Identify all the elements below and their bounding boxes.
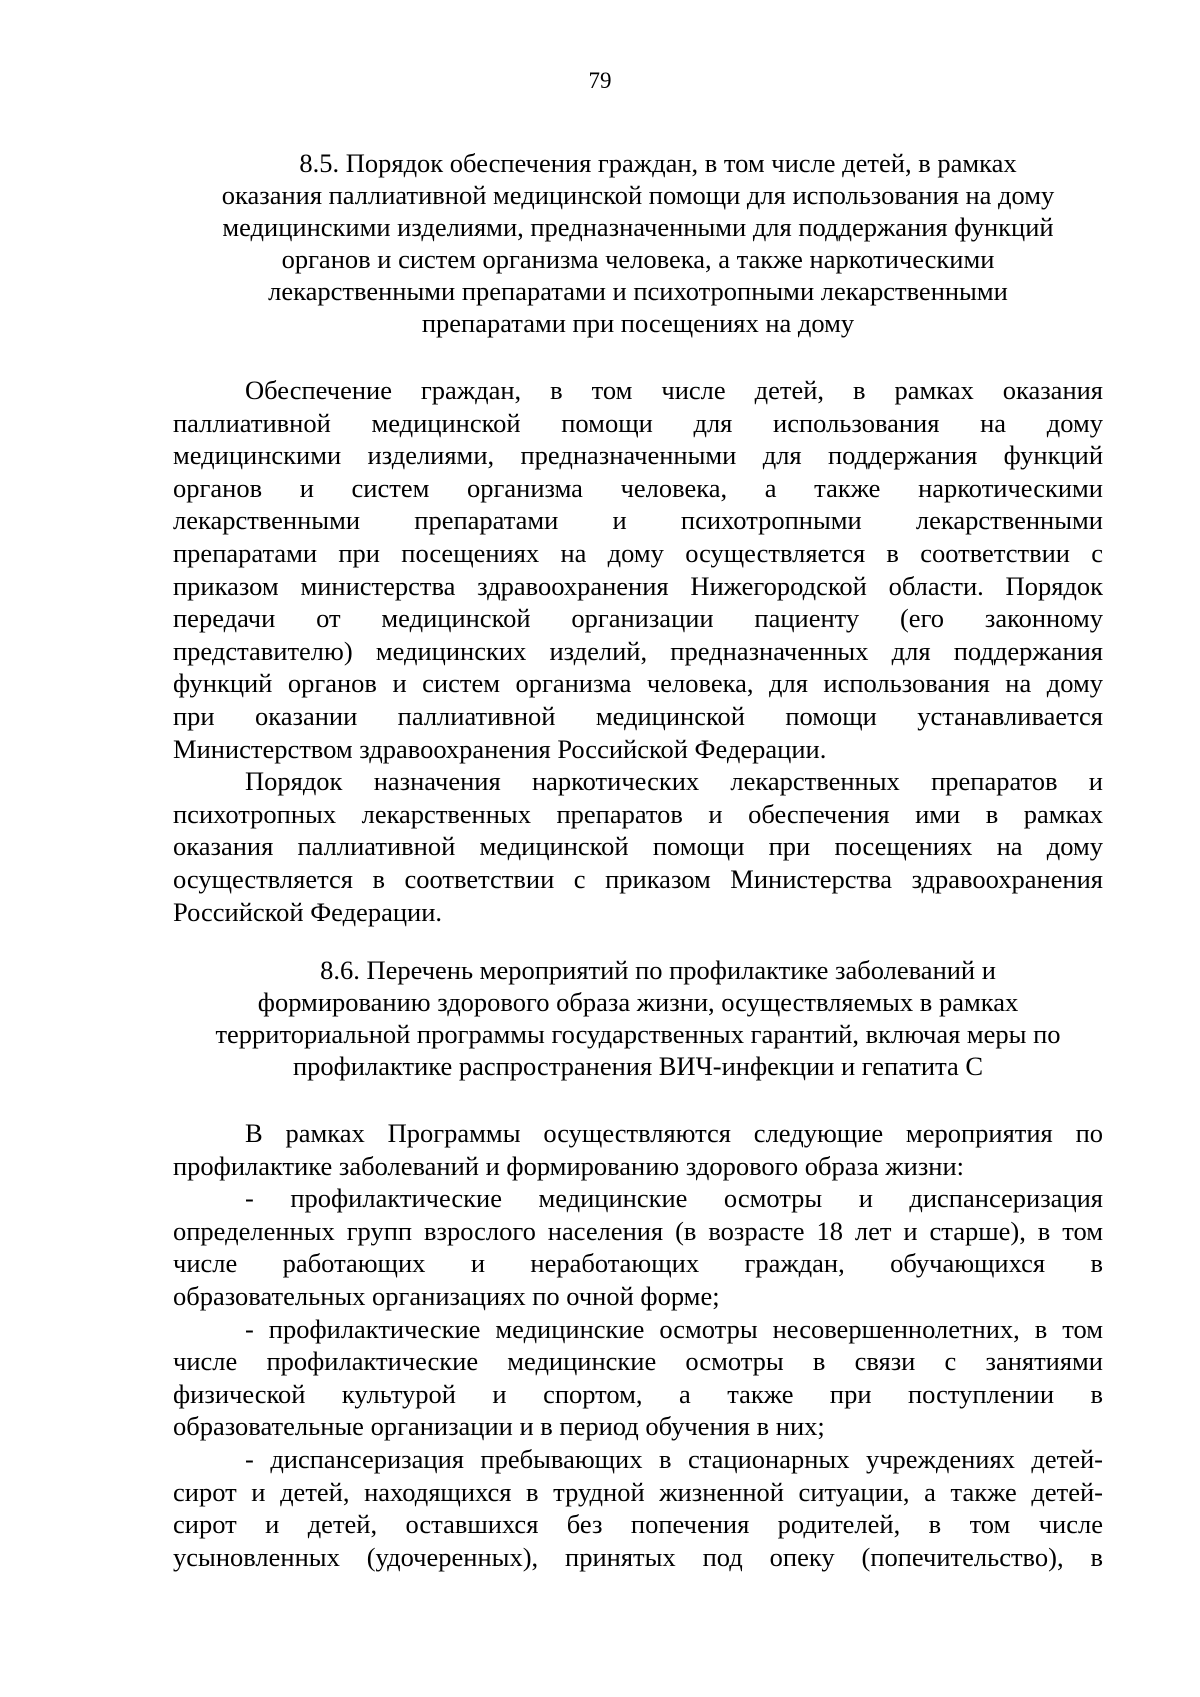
text-line: числе профилактические медицинские осмотры в связи с занятиями xyxy=(173,1346,1103,1377)
heading-line: лекарственными препаратами и психотропными лекарственными xyxy=(268,276,1008,306)
paragraph-intro xyxy=(173,1117,1103,1182)
section-8-5-body xyxy=(173,374,1103,928)
heading-line: оказания паллиативной медицинской помощи для использования на дому xyxy=(221,180,1055,210)
text-line: В рамках Программы осуществляются следующие мероприятия по xyxy=(245,1118,1103,1148)
list-item xyxy=(173,1182,1103,1312)
text-line: передачи от медицинской организации пациенту (его законному xyxy=(173,603,1103,634)
text-line: образовательные организации и в период обучения в них; xyxy=(173,1411,825,1442)
text-line: паллиативной медицинской помощи для использования на дому xyxy=(173,407,1103,438)
text-line: при оказании паллиативной медицинской помощи устанавливается xyxy=(173,700,1103,731)
heading-line: территориальной программы государственных гарантий, включая меры по xyxy=(215,1019,1061,1049)
heading-line: 8.5. Порядок обеспечения граждан, в том числе детей, в рамках xyxy=(299,148,1017,178)
text-line: приказом министерства здравоохранения Нижегородской области. Порядок xyxy=(173,570,1103,601)
text-line: усыновленных (удочеренных), принятых под опеку (попечительство), в xyxy=(173,1541,1103,1572)
text-line: Обеспечение граждан, в том числе детей, в рамках оказания xyxy=(245,375,1103,405)
text-line: оказания паллиативной медицинской помощи при посещениях на дому xyxy=(173,831,1103,862)
text-line: осуществляется в соответствии с приказом Министерства здравоохранения xyxy=(173,863,1103,894)
heading-line: профилактике распространения ВИЧ-инфекции и гепатита С xyxy=(292,1051,984,1081)
heading-line: медицинскими изделиями, предназначенными для поддержания функций xyxy=(222,212,1054,242)
text-line: лекарственными препаратами и психотропными лекарственными xyxy=(173,505,1103,536)
text-line: Министерством здравоохранения Российской Федерации. xyxy=(173,733,827,764)
text-line: психотропных лекарственных препаратов и обеспечения ими в рамках xyxy=(173,798,1103,829)
text-line: образовательных организациях по очной форме; xyxy=(173,1280,720,1311)
heading-line: 8.6. Перечень мероприятий по профилактике заболеваний и xyxy=(320,955,996,985)
text-line: - диспансеризация пребывающих в стационарных учреждениях детей- xyxy=(245,1443,1103,1474)
text-line: сирот и детей, оставшихся без попечения родителей, в том числе xyxy=(173,1509,1103,1540)
text-line: препаратами при посещениях на дому осуществляется в соответствии с xyxy=(173,537,1103,568)
section-8-6-body xyxy=(173,1117,1103,1573)
text-line: - профилактические медицинские осмотры и диспансеризация xyxy=(245,1183,1103,1214)
text-line: сирот и детей, находящихся в трудной жизненной ситуации, а также детей- xyxy=(173,1476,1103,1507)
list-item xyxy=(173,1443,1103,1573)
text-line: органов и систем организма человека, а также наркотическими xyxy=(173,472,1103,503)
heading-line: органов и систем организма человека, а также наркотическими xyxy=(281,244,995,274)
text-line: определенных групп взрослого населения (в возрасте 18 лет и старше), в том xyxy=(173,1215,1103,1246)
text-line: Порядок назначения наркотических лекарственных препаратов и xyxy=(245,766,1103,797)
page-number: 79 xyxy=(588,68,612,93)
text-line: физической культурой и спортом, а также при поступлении в xyxy=(173,1378,1103,1409)
section-8-6-heading xyxy=(173,954,1103,1082)
heading-line: препаратами при посещениях на дому xyxy=(421,308,855,338)
text-line: профилактике заболеваний и формированию здорового образа жизни: xyxy=(173,1150,965,1181)
text-line: медицинскими изделиями, предназначенными для поддержания функций xyxy=(173,440,1103,471)
section-8-5-heading xyxy=(173,147,1103,339)
list-item xyxy=(173,1313,1103,1443)
paragraph-provision xyxy=(173,374,1103,765)
text-line: числе работающих и неработающих граждан, обучающихся в xyxy=(173,1248,1103,1279)
heading-line: формированию здорового образа жизни, осуществляемых в рамках xyxy=(257,987,1019,1017)
text-line: функций органов и систем организма человека, для использования на дому xyxy=(173,668,1103,699)
paragraph-narcotics-order xyxy=(173,765,1103,928)
text-line: - профилактические медицинские осмотры несовершеннолетних, в том xyxy=(245,1313,1103,1344)
text-line: представителю) медицинских изделий, предназначенных для поддержания xyxy=(173,635,1103,666)
text-line: Российской Федерации. xyxy=(173,896,442,927)
